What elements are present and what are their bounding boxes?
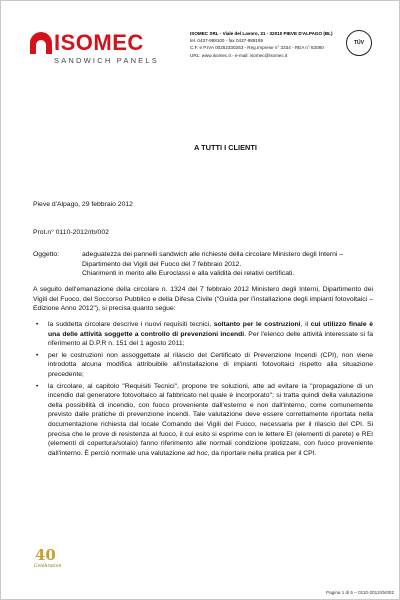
logo-tagline: SANDWICH PANELS <box>54 56 159 65</box>
isomec-logo <box>30 26 182 66</box>
anniversary-logo <box>33 546 69 574</box>
addressee: A TUTTI I CLIENTI <box>194 143 257 152</box>
anniversary-number: 40 <box>35 546 56 564</box>
list-item <box>33 320 373 349</box>
place-date: Pieve d'Alpago, 29 febbraio 2012 <box>33 201 133 208</box>
subject-line: adeguatezza dei pannelli sandwich alle richieste della circolare Ministero degli Interni – <box>82 251 344 258</box>
subject-label: Oggetto: <box>33 251 60 258</box>
logo-wordmark: ISOMEC <box>54 30 144 55</box>
list-item <box>33 351 373 380</box>
bullet-list <box>33 320 373 460</box>
anniversary-word: Celebration <box>34 564 62 569</box>
protocol-number: Prot.n° 0110-2012/rb/002 <box>33 229 109 236</box>
bullet-text: , il <box>300 321 311 328</box>
subject-line: Dipartimento dei Vigili del Fuoco del 7 febbraio 2012. <box>82 260 242 268</box>
bullet-text: , da riportare nella pratica per il CPI. <box>207 449 317 457</box>
bullet-italic: ad hoc <box>187 449 208 457</box>
bullet-text: per le costruzioni non assoggettate al rilascio del Certificato di Prevenzione Incendi (CPI), non viene introdotta alcuna modifica attribuibile all'installazione di impianti fotovoltaici rispetto alla situazione precedente; <box>48 351 373 378</box>
logo-mark-icon <box>30 32 52 54</box>
subject-line: Chiarimenti in merito alle Euroclassi e alla validità dei relativi certificati. <box>82 270 295 278</box>
intro-paragraph: A seguito dell'emanazione della circolare n. 1324 del 7 febbraio 2012 Ministero degli Interni, Dipartimento dei Vigili del Fuoco, del Soccorso Pubblico e della Difesa Civile ("Guida per l'installazione degli impianti fotovoltaici – Edizione Anno 2012"), si precisa quanto segue: <box>33 286 373 313</box>
bullet-text: la suddetta circolare descrive i nuovi requisiti tecnici, <box>48 321 214 328</box>
subject-text <box>82 250 370 279</box>
company-line: ISOMEC SRL - Viale del Lavoro, 31 - 32010 PIEVE D'ALPAGO (BL) <box>190 31 333 36</box>
page-footer: Pagina 1 di 5 – 0110-2012/rb/002 <box>326 590 394 595</box>
bullet-bold: cui utilizzo finale è una delle attività soggette a controllo di prevenzioni incendi <box>48 321 374 338</box>
list-item <box>33 382 373 459</box>
bullet-bold: soltanto per le costruzioni <box>213 321 301 328</box>
company-info <box>190 30 338 59</box>
certification-seal-icon: TÜV <box>346 30 372 56</box>
company-line: tel. 0437-988100 - fax 0437-988198 <box>190 38 264 44</box>
bullet-text: la circolare, al capitolo "Requisiti Tecnici", propone tre soluzioni, atte ad evitare la "propagazione di un incendio dal generatore fotovoltaico al fabbricato nel quale è incorporato"; si tratta quindi della valutazione della possibilità di incendio, con fuoco proveniente dall'esterno e non dall'interno, come comunemente previsto dalle pratiche di prevenzione incendi. Tale valutazione deve essere correttamente riportata nella documentazione richiesta dal locale Comando dei Vigili del Fuoco, necessaria per il rilascio del CPI. Si precisa che le prove di resistenza al fuoco, il cui esito si esprime con le lettere EI (elementi di parete) e REI (elementi di copertura/solaio) fanno riferimento alle normali condizione ipotizzate, con fuoco proveniente dall'interno. È perciò normale una valutazione <box>48 382 373 457</box>
company-line: URL: www.isomec.it - e-mail: isomec@isomec.it <box>190 52 288 58</box>
company-line: C.F. e P.IVA 00252330253 - Reg.Imprese n° 3334 - REA n° 53080 <box>190 45 324 51</box>
bullet-text: . Per l'elenco delle attività interessate si fa riferimento al D.P.R n. 151 del 1 agosto 2011; <box>48 330 373 348</box>
